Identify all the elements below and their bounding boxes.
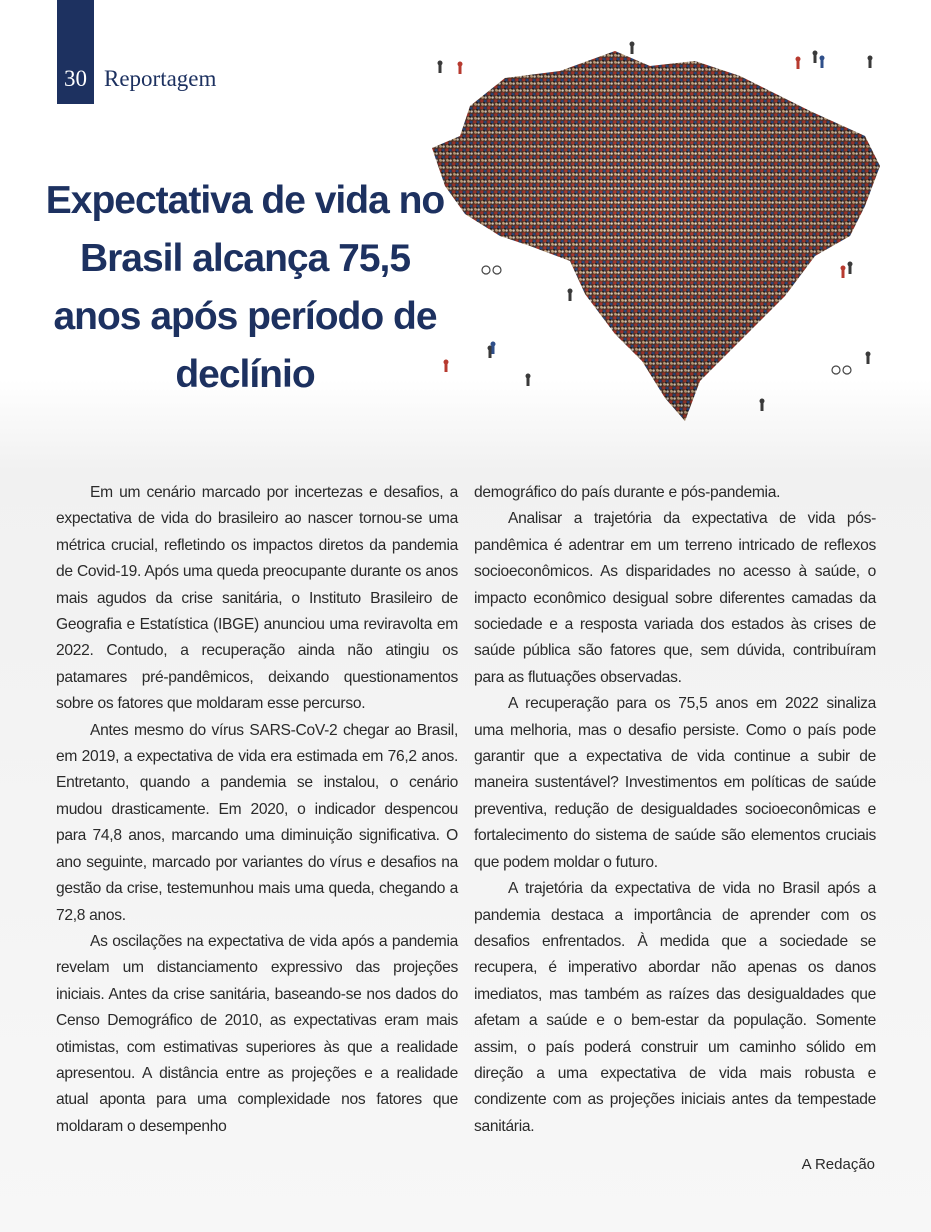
paragraph: Antes mesmo do vírus SARS-CoV-2 chegar ao Brasil, em 2019, a expectativa de vida era estimada em 76,2 anos. Entretanto, quando a pandemia se instalou, o cenário mudou drasticamente. Em 2020, o indicador despencou para 74,8 anos, marcando uma diminuição significativa. O ano seguinte, marcado por variantes do vírus e desafios na gestão da crise, testemunhou mais uma queda, chegando a 72,8 anos. <box>56 721 458 924</box>
paragraph: A recuperação para os 75,5 anos em 2022 sinaliza uma melhoria, mas o desafio persiste. Como o país pode garantir que a expectativa de vida continue a subir de maneira sustentável? Investimentos em políticas de saúde preventiva, redução de desigualdades socioeconômicas e fortalecimento do sistema de saúde são elementos cruciais que podem moldar o futuro. <box>474 695 876 871</box>
article-column-right <box>474 480 876 1140</box>
author-signature: A Redação <box>801 1156 875 1173</box>
section-name: Reportagem <box>104 66 217 91</box>
article-column-left <box>56 480 458 1140</box>
paragraph: Em um cenário marcado por incertezas e desafios, a expectativa de vida do brasileiro ao nascer tornou-se uma métrica crucial, refletindo os impactos diretos da pandemia de Covid-19. Após uma queda preocupante durante os anos mais agudos da crise sanitária, o Instituto Brasileiro de Geografia e Estatística (IBGE) anunciou uma reviravolta em 2022. Contudo, a recuperação ainda não atingiu os patamares pré-pandêmicos, deixando questionamentos sobre os fatores que moldaram esse percurso. <box>56 484 458 713</box>
paragraph-continuation: demográfico do país durante e pós-pandemia. <box>474 484 781 501</box>
paragraph: A trajetória da expectativa de vida no Brasil após a pandemia destaca a importância de aprender com os desafios enfrentados. À medida que a sociedade se recupera, é imperativo abordar não apenas os danos imediatos, mas também as raízes das desigualdades que afetam a saúde e o bem-estar da população. Somente assim, o país poderá construir um caminho sólido em direção a uma expectativa de vida mais robusta e condizente com as projeções iniciais antes da tempestade sanitária. <box>474 880 876 1135</box>
paragraph: Analisar a trajetória da expectativa de vida pós-pandêmica é adentrar em um terreno intricado de reflexos socioeconômicos. As disparidades no acesso à saúde, o impacto econômico desigual sobre diferentes camadas da sociedade e a resposta variada dos estados às crises de saúde pública são fatores que, sem dúvida, contribuíram para as flutuações observadas. <box>474 510 876 686</box>
page-number: 30 <box>64 66 87 91</box>
crowd-map-illustration <box>410 36 900 446</box>
article-title: Expectativa de vida no Brasil alcança 75,5 anos após período de declínio <box>45 179 445 396</box>
paragraph: As oscilações na expectativa de vida após a pandemia revelam um distanciamento expressivo das projeções iniciais. Antes da crise sanitária, baseando-se nos dados do Censo Demográfico de 2010, as expectativas eram mais otimistas, com estimativas superiores às que a realidade apresentou. A distância entre as projeções e a realidade atual aponta para uma complexidade nos fatores que moldaram o desempenho <box>56 932 458 1135</box>
